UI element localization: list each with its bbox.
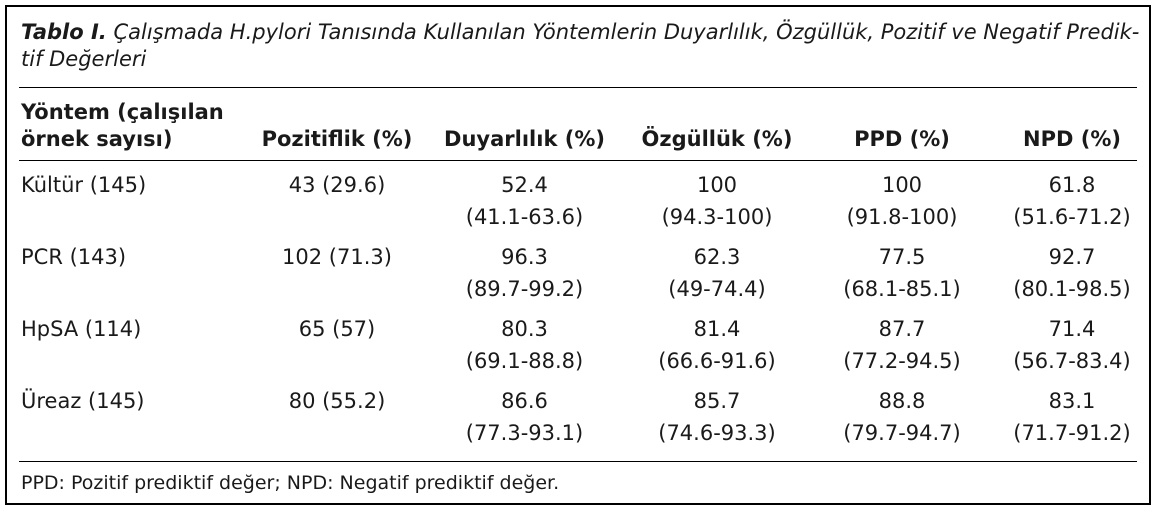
value: 100 <box>881 173 923 197</box>
confidence-interval: (66.6-91.6) <box>658 349 776 373</box>
row-positivity: 43 (29.6) <box>288 173 386 197</box>
confidence-interval: (79.7-94.7) <box>843 421 961 445</box>
value: 100 <box>696 173 738 197</box>
row-method: Kültür (145) <box>21 173 147 197</box>
row-positivity: 80 (55.2) <box>288 389 386 413</box>
row-sensitivity <box>432 385 617 449</box>
confidence-interval: (71.7-91.2) <box>1013 421 1131 445</box>
row-sensitivity <box>432 169 617 233</box>
value: 77.5 <box>878 245 926 269</box>
value: 88.8 <box>878 389 926 413</box>
header-ppd: PPD (%) <box>854 127 950 151</box>
confidence-interval: (77.3-93.1) <box>465 421 584 445</box>
row-positivity: 65 (57) <box>298 317 376 341</box>
value: 96.3 <box>501 245 548 269</box>
confidence-interval: (89.7-99.2) <box>465 277 584 301</box>
confidence-interval: (74.6-93.3) <box>658 421 776 445</box>
table-row <box>7 169 1153 239</box>
header-specificity: Özgüllük (%) <box>641 127 793 151</box>
row-method: PCR (143) <box>21 245 127 269</box>
value: 83.1 <box>1048 389 1096 413</box>
value: 52.4 <box>501 173 548 197</box>
row-ppd <box>812 385 992 449</box>
value: 61.8 <box>1048 173 1096 197</box>
table-row <box>7 385 1153 455</box>
table-frame <box>5 5 1151 505</box>
table-caption <box>21 19 1141 73</box>
caption-text: Çalışmada H.pylori Tanısında Kullanılan Yöntemlerin Duyarlılık, Özgüllük, Pozitif ve Negatif Predik-tif Değerleri <box>21 20 1140 71</box>
row-ppd <box>812 169 992 233</box>
row-method: HpSA (114) <box>21 317 142 341</box>
table-row <box>7 313 1153 383</box>
row-specificity <box>622 385 812 449</box>
row-sensitivity <box>432 241 617 305</box>
confidence-interval: (77.2-94.5) <box>843 349 961 373</box>
value: 62.3 <box>693 245 741 269</box>
bottom-rule <box>19 461 1137 462</box>
confidence-interval: (51.6-71.2) <box>1013 205 1131 229</box>
row-method: Üreaz (145) <box>21 389 145 413</box>
table-footnote: PPD: Pozitif prediktif değer; NPD: Negatif prediktif değer. <box>21 472 560 494</box>
row-npd <box>987 169 1157 233</box>
header-positivity: Pozitiflik (%) <box>261 127 413 151</box>
value: 86.6 <box>501 389 548 413</box>
value: 71.4 <box>1048 317 1096 341</box>
row-specificity <box>622 241 812 305</box>
confidence-interval: (56.7-83.4) <box>1013 349 1131 373</box>
row-positivity: 102 (71.3) <box>282 245 392 269</box>
value: 80.3 <box>501 317 548 341</box>
row-npd <box>987 241 1157 305</box>
header-npd: NPD (%) <box>1023 127 1121 151</box>
confidence-interval: (68.1-85.1) <box>843 277 961 301</box>
header-sensitivity: Duyarlılık (%) <box>444 127 605 151</box>
value: 92.7 <box>1048 245 1096 269</box>
confidence-interval: (94.3-100) <box>661 205 773 229</box>
header-method: Yöntem (çalışılan örnek sayısı) <box>21 100 224 151</box>
row-ppd <box>812 313 992 377</box>
row-sensitivity <box>432 313 617 377</box>
row-npd <box>987 313 1157 377</box>
top-rule <box>19 87 1137 88</box>
row-specificity <box>622 169 812 233</box>
row-ppd <box>812 241 992 305</box>
confidence-interval: (41.1-63.6) <box>465 205 584 229</box>
value: 81.4 <box>693 317 741 341</box>
table-row <box>7 241 1153 311</box>
value: 87.7 <box>878 317 926 341</box>
confidence-interval: (49-74.4) <box>668 277 766 301</box>
caption-label: Tablo I. <box>21 20 107 44</box>
confidence-interval: (91.8-100) <box>846 205 958 229</box>
confidence-interval: (80.1-98.5) <box>1013 277 1131 301</box>
value: 85.7 <box>693 389 741 413</box>
row-npd <box>987 385 1157 449</box>
row-specificity <box>622 313 812 377</box>
confidence-interval: (69.1-88.8) <box>465 349 584 373</box>
header-rule <box>19 160 1137 161</box>
